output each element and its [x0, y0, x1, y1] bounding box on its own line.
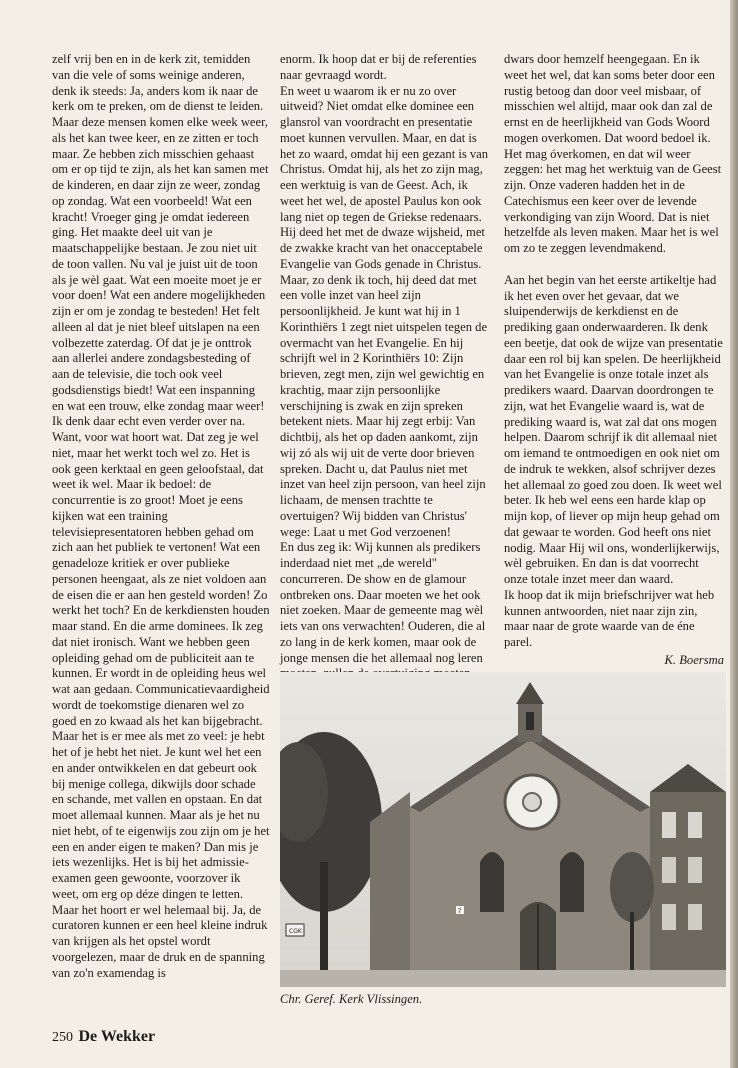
article-column-2	[280, 52, 492, 714]
church-illustration	[280, 672, 726, 987]
church-photo	[280, 672, 726, 987]
author-signature: K. Boersma	[664, 652, 724, 667]
paragraph: Aan het begin van het eerste artikeltje had ik het even over het gevaar, dat we sluipenderwijs de kerkdienst en de prediking gaan onderwaarderen. Ik denk een beetje, dat ook de wijze van presentatie daar een rol bij kan spelen. De heerlijkheid van het Evangelie is onze totale inzet als predikers waard. Daarvan doordrongen te zijn, wat het Evangelie waard is, wat de prediking waard is, wat zal dat ons mogen helpen. Daarom schrijf ik dit allemaal niet om iemand te ontmoedigen en ook niet om de indruk te wekken, alsof schrijver dezes het allemaal zo goed zou doen. Ik weet wel beter. Ik heb wel eens een harde klap op mijn kop, of liever op mijn heup gehad om dat gewaar te worden. God heeft ons niet nodig. Maar Hij wil ons, wonderlijkerwijs, wèl gebruiken. En dan is dat voorrecht onze totale inzet meer dan waard.	[504, 272, 723, 586]
paragraph: Ik denk daar echt even verder over na. Want, voor wat hoort wat. Dat zeg je wel niet, maar het werkt toch wel zo. Het is ook geen kerktaal en geen geloofstaal, dat weet ik wel. Maar ik bedoel: de concurrentie is zo groot! Moet je eens kijken wat een training televisiepresentatoren hebben gehad om zich aan het publiek te vertonen! Wat een genadeloze kritiek er over publieke personen heengaat, als ze niet voldoen aan de eisen die er aan hen gesteld worden! Zo werkt het toch? En de kerkdiensten houden maar stand. En die arme dominees. Ik zeg dat niet ironisch. Want we hebben geen opleiding gehad om de publiciteit aan te kunnen. Er wordt in de opleiding heus wel wat aan gedaan. Communicatievaardigheid wordt de toekomstige dienaren wel zo goed en zo kwaad als het kan bijgebracht. Maar het is er mee als met zo veel: je hebt het of je hebt het niet. Je kunt wel het een en ander ontwikkelen en dat gebeurt ook bij menige collega, dikwijls door schade en schande, met vallen en opstaan. En dat moet allemaal kunnen. Maar als je het nu niet hebt, of te eigenwijs zou zijn om je het een en ander eigen te maken? Dan mis je iets wezenlijks. Het is bij het admissie-examen geen gewoonte, voorzover ik weet, om erg op déze dingen te letten. Maar het hoort er wel helemaal bij. Ja, de curatoren kunnen er een heel kleine indruk van krijgen als het opstel wordt voorgelezen, maar de druk en de spanning van zo'n examendag is	[52, 414, 270, 980]
page-number: 250	[52, 1030, 73, 1045]
paragraph: En dus zeg ik: Wij kunnen als predikers inderdaad niet met „de wereld" concurreren. De show en de glamour ontbreken ons. Daar moeten we het ook niet zoeken. Maar de gemeente mag wèl iets van ons verwachten! Ouderen, die al zo lang in de kerk komen, maar ook de jonge mensen die het allemaal nog leren	[280, 540, 486, 665]
sign-text: CGK	[289, 928, 302, 935]
paragraph: Ik hoop dat ik mijn briefschrijver wat heb kunnen antwoorden, niet naar zijn zin, maar naar de grote waarde van de éne parel.	[504, 587, 715, 649]
paragraph: En weet u waarom ik er nu zo over uitweid? Niet omdat elke dominee een glansrol van voordracht en presentatie moet kunnen vervullen. Maar, en dat is het zo waard, omdat hij een gezant is van Christus. Omdat hij, als het zo zijn mag, een werktuig is van de Geest. Ach, ik weet het wel, de apostel Paulus kon ook lang niet op tegen de Griekse redenaars. Hij deed het met de dwaze wijsheid, met de zwakke kracht van het onacceptabele Evangelie van Gods genade in Christus. Maar, zo denk ik toch, hij deed dat met een volle inzet van heel zijn persoonlijkheid. Je kunt wat hij in 1 Korinthiërs 1 zegt niet uitspelen tegen de overmacht van het Evangelie. En hij schrijft wel in 2 Korinthiërs 10: Zijn brieven, zegt men, zijn wel gewichtig en krachtig, maar zijn persoonlijke verschijning is zwak en zijn spreken betekent niets. Maar hij zegt erbij: Van dichtbij, als het op daden aankomt, zijn wij zó als wij uit de verte door brieven spreken. Dacht u, dat Paulus niet met inzet van heel zijn persoon, van heel zijn lichaam, de mensen trachtte te overtuigen? Wij bidden van Christus' wege: Laat u met God verzoenen!	[280, 83, 489, 539]
house-number: 7	[457, 908, 462, 915]
page-edge	[730, 0, 738, 1068]
page-footer	[52, 1028, 155, 1046]
article-column-1	[52, 52, 270, 981]
magazine-title: De Wekker	[78, 1028, 156, 1045]
paragraph: enorm. Ik hoop dat er bij de referenties naar gevraagd wordt.	[280, 52, 477, 82]
article-column-3	[504, 52, 724, 669]
photo-caption: Chr. Geref. Kerk Vlissingen.	[280, 992, 423, 1006]
paragraph: dwars door hemzelf heengegaan. En ik weet het wel, dat kan soms beter door een rustig betoog dan door veel misbaar, of misschien wel altijd, maar ook dan zal de ernst en de heerlijkheid van Gods Woord mogen overkomen. Dat woord bedoel ik. Het mag óverkomen, en dat wil weer zeggen: het mag het werktuig van de Geest zijn. Onze vaderen hadden het in de Catechismus een keer over de levende verkondiging van zijn Woord. Dat is niet hetzelfde als leven maken. Maar het is wel om zo te zeggen levendmakend.	[504, 52, 722, 255]
paragraph: zelf vrij ben en in de kerk zit, temidden van die vele of soms weinige anderen, denk ik steeds: Ja, anders kom ik naar de kerk om te preken, om de dienst te leiden. Maar deze mensen komen elke week weer, als het kan twee keer, en ze zitten er toch maar. Ze hebben zich misschien gehaast om er op tijd te zijn, als het kan samen met de kinderen, en daar zijn ze weer, zondag op zondag. Wat een voorbeeld! Wat een kracht! Vroeger ging je omdat iedereen ging. Het maakte deel uit van je maatschappelijke bestaan. Je zou niet uit de toon vallen. Nu val je juist uit de toon als je wèl gaat. Wat een moeite moet je er voor doen! Wat een andere mogelijkheden zijn er om je zondag te besteden! Het felt alleen al dat je niet bleef uitslapen na een volbezette zaterdag. Of dat je je onttrok aan allerlei andere zondagsbesteding of aan de televisie, die toch ook veel godsdienstigs biedt! Wat een inspanning en wat een trouw, elke zondag maar weer!	[52, 52, 269, 413]
